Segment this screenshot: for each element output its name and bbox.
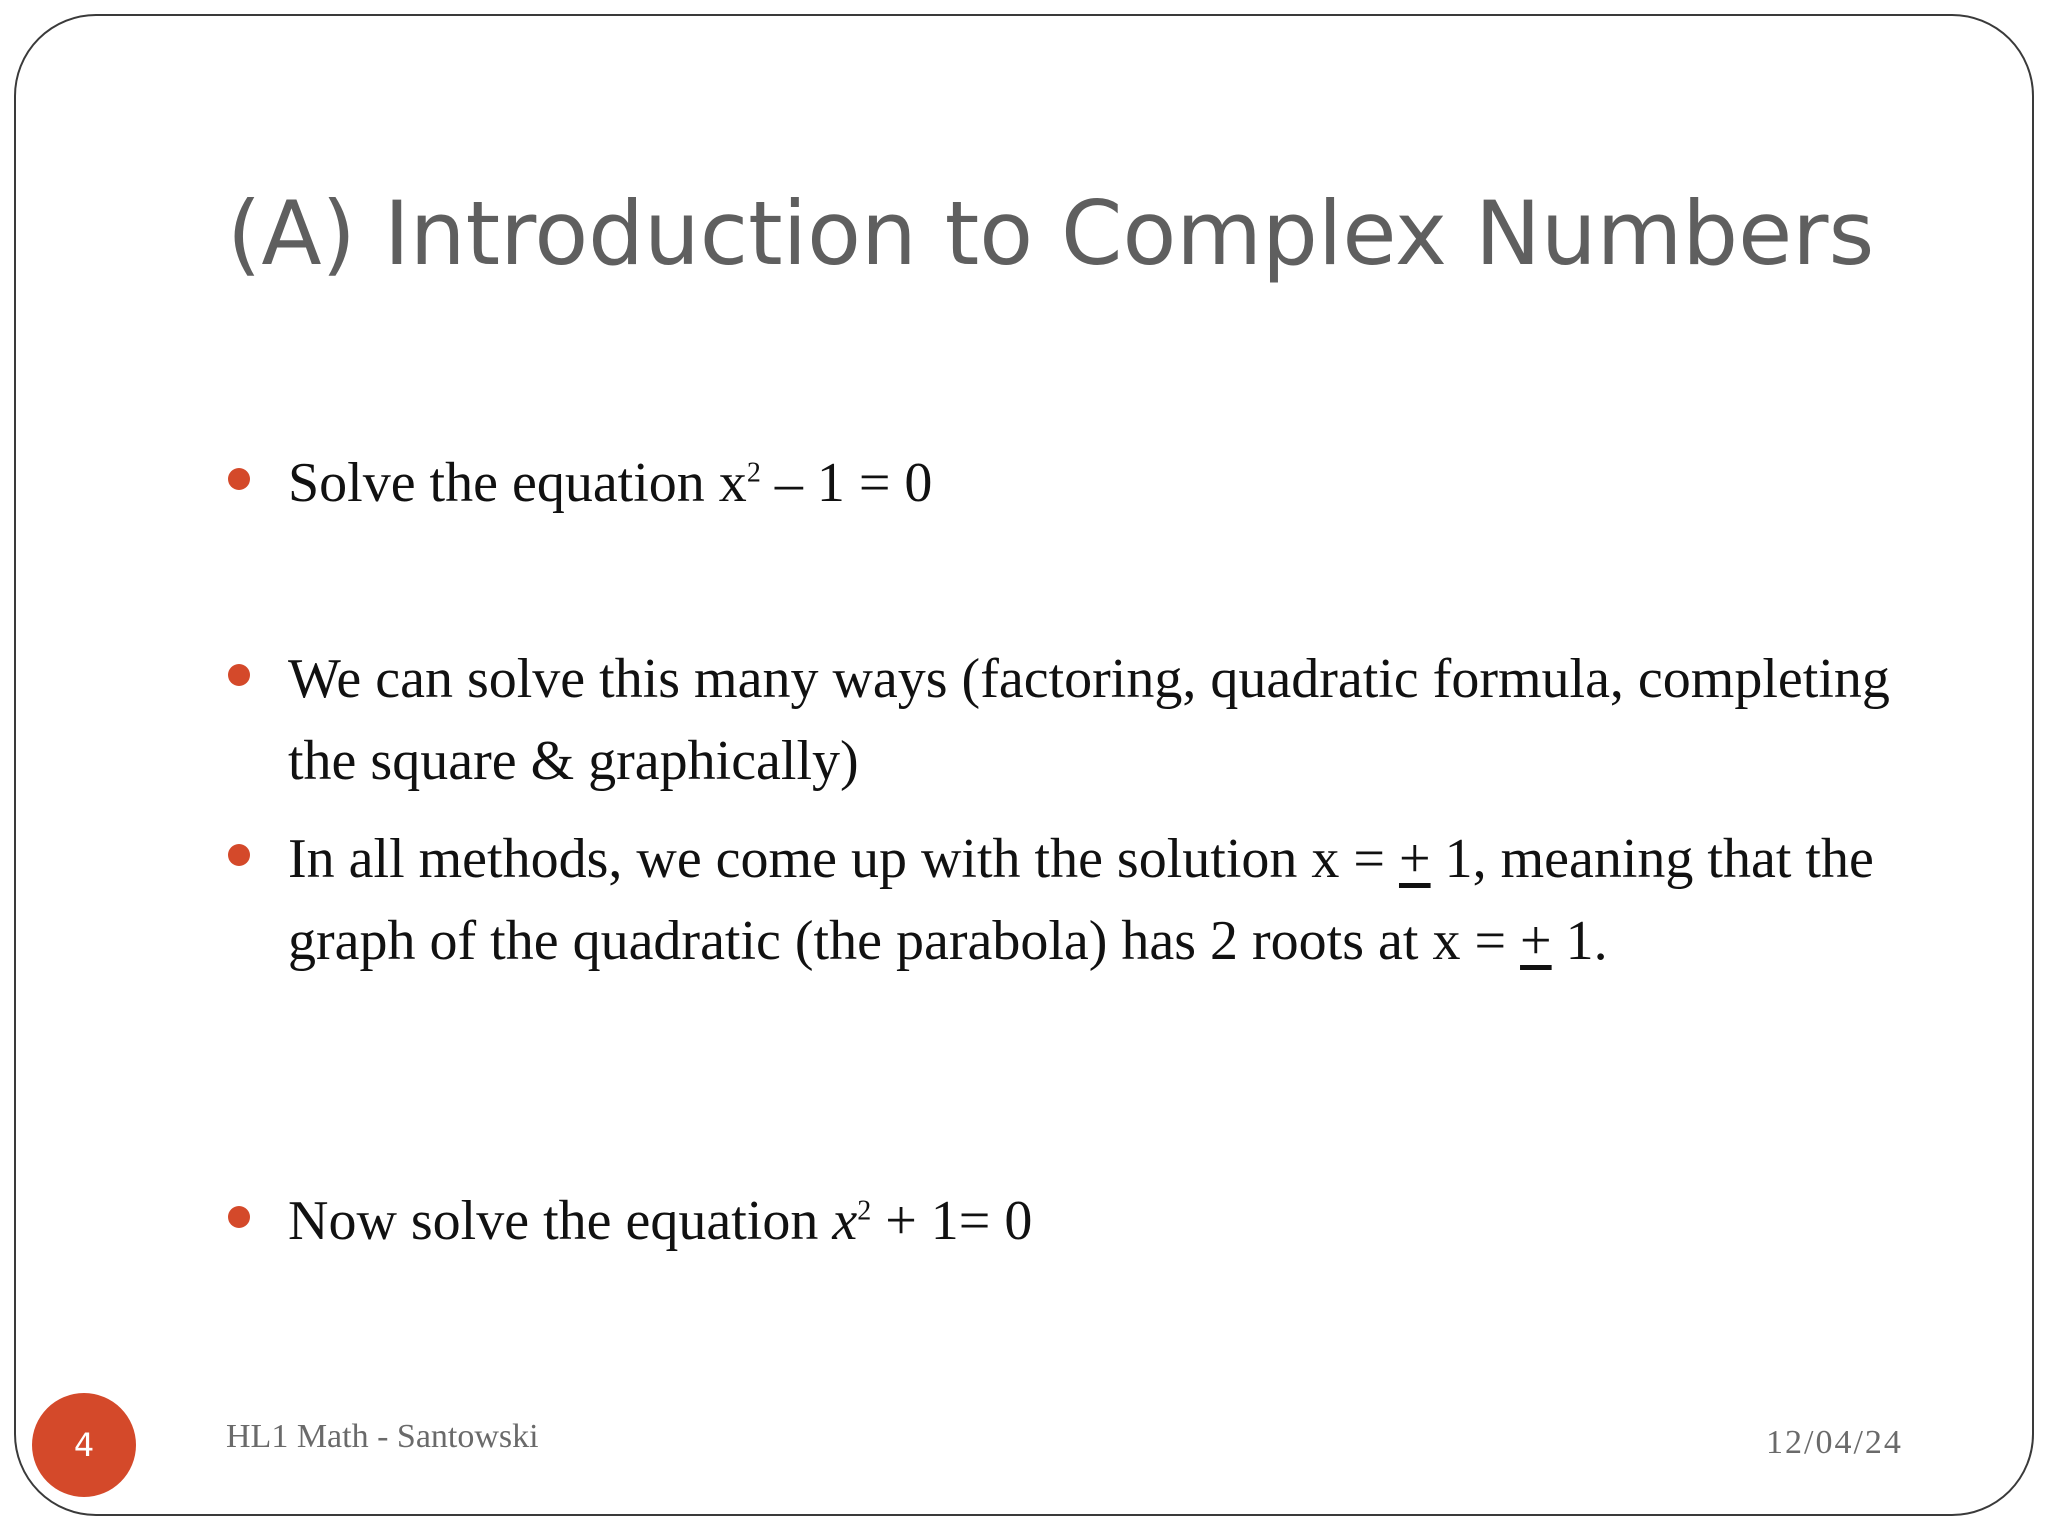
page-number-badge: 4 [32, 1393, 136, 1497]
bullet-text: 1, meaning that the graph of the quadratic (the parabola) has 2 roots at x = [288, 828, 1874, 972]
exponent: 2 [746, 457, 761, 489]
bullet-item [288, 818, 1928, 982]
bullet-item [288, 442, 1928, 524]
bullet-text: Now solve the equation [288, 1190, 833, 1252]
variable: x [832, 1190, 858, 1252]
bullet-item [288, 638, 1928, 802]
plus-minus-symbol: + [1520, 910, 1552, 972]
bullet-text: – 1 = 0 [760, 452, 933, 514]
bullet-dot-icon [228, 1206, 250, 1228]
bullet-dot-icon [228, 664, 250, 686]
bullet-text: 1. [1551, 910, 1608, 972]
slide-title: (A) Introduction to Complex Numbers [227, 182, 1875, 285]
bullet-text: + 1= 0 [871, 1190, 1033, 1252]
bullet-dot-icon [228, 844, 250, 866]
bullet-dot-icon [228, 468, 250, 490]
footer-date: 12/04/24 [1766, 1424, 1903, 1461]
bullet-item [288, 1180, 1928, 1262]
plus-minus-symbol: + [1398, 828, 1431, 890]
footer-author: HL1 Math - Santowski [226, 1418, 539, 1455]
bullet-text: We can solve this many ways (factoring, quadratic formula, completing the square & graphically) [288, 648, 1890, 792]
bullet-text: In all methods, we come up with the solution x = [288, 828, 1399, 890]
exponent: 2 [857, 1195, 872, 1227]
bullet-text: Solve the equation x [288, 452, 747, 514]
